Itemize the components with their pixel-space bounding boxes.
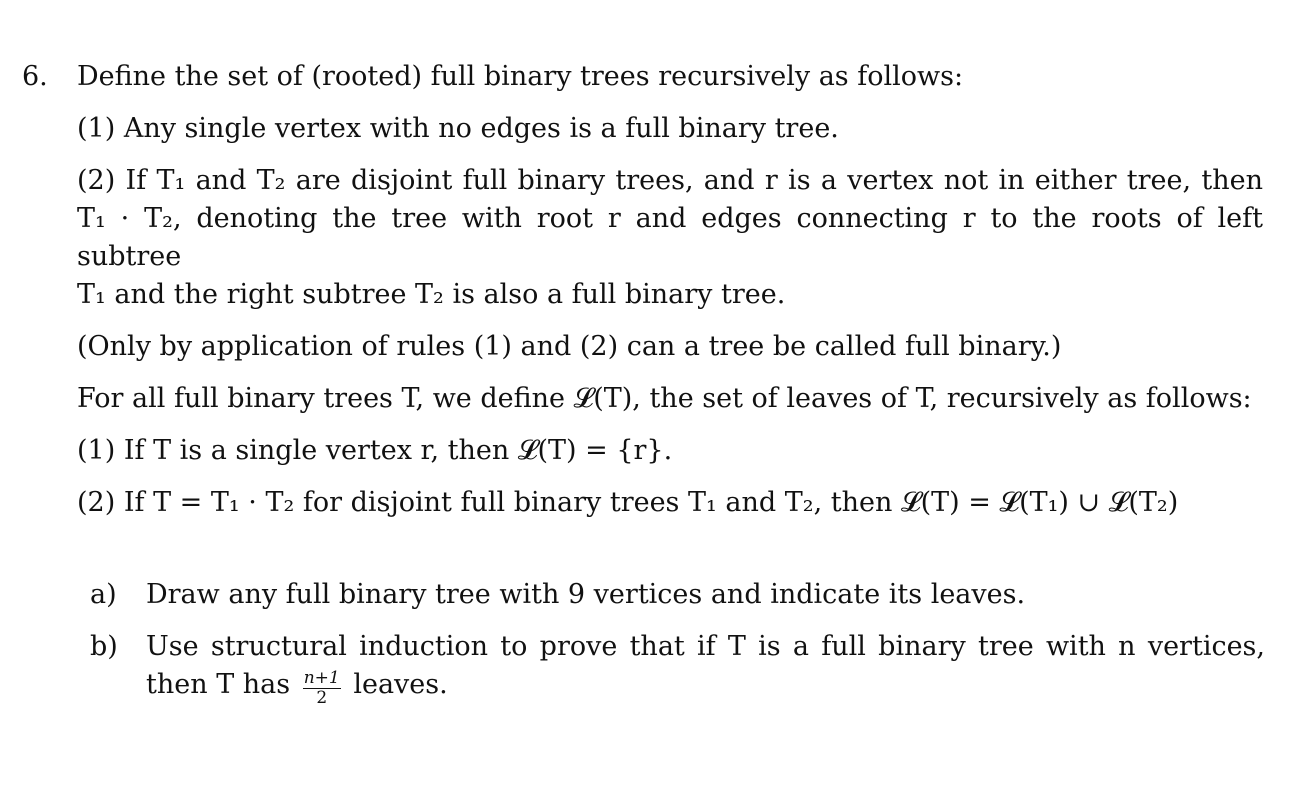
subpart-a-label: a) [90, 579, 117, 610]
subpart-b-line-2 [146, 666, 1265, 707]
problem-number: 6. [22, 61, 48, 92]
leaves-intro: For all full binary trees T, we define 𝓛(T), the set of leaves of T, recursively as follows: [77, 383, 1252, 414]
intro-text: Define the set of (rooted) full binary trees recursively as follows: [77, 61, 964, 92]
subpart-b-text-before: then T has [146, 669, 291, 700]
subpart-b-text-after: leaves. [353, 669, 448, 700]
problem-body [77, 58, 1263, 536]
only-rule-note: (Only by application of rules (1) and (2) can a tree be called full binary.) [77, 331, 1062, 362]
subpart-b-label: b) [90, 631, 118, 662]
fraction-denominator: 2 [316, 688, 328, 708]
fraction [303, 670, 341, 707]
rule-2-line-3: T₁ and the right subtree T₂ is also a full binary tree. [77, 279, 786, 310]
leaf-rule-2: (2) If T = T₁ · T₂ for disjoint full binary trees T₁ and T₂, then 𝓛(T) = 𝓛(T₁) ∪ 𝓛(T₂) [77, 487, 1179, 518]
subpart-b [90, 628, 1265, 707]
subpart-a [90, 576, 1265, 614]
subpart-b-line-1: Use structural induction to prove that if T is a full binary tree with n vertices, [146, 631, 1265, 662]
subpart-a-text: Draw any full binary tree with 9 vertices and indicate its leaves. [146, 579, 1026, 610]
subparts-list [90, 576, 1265, 721]
fraction-numerator: n+1 [303, 668, 340, 688]
leaf-rule-1: (1) If T is a single vertex r, then 𝓛(T) = {r}. [77, 435, 673, 466]
rule-2-line-1: (2) If T₁ and T₂ are disjoint full binary trees, and r is a vertex not in either tree, then [77, 165, 1263, 196]
rule-2 [77, 162, 1263, 314]
rule-2-line-2: T₁ · T₂, denoting the tree with root r and edges connecting r to the roots of left subtree [77, 203, 1263, 272]
rule-1: (1) Any single vertex with no edges is a full binary tree. [77, 113, 839, 144]
